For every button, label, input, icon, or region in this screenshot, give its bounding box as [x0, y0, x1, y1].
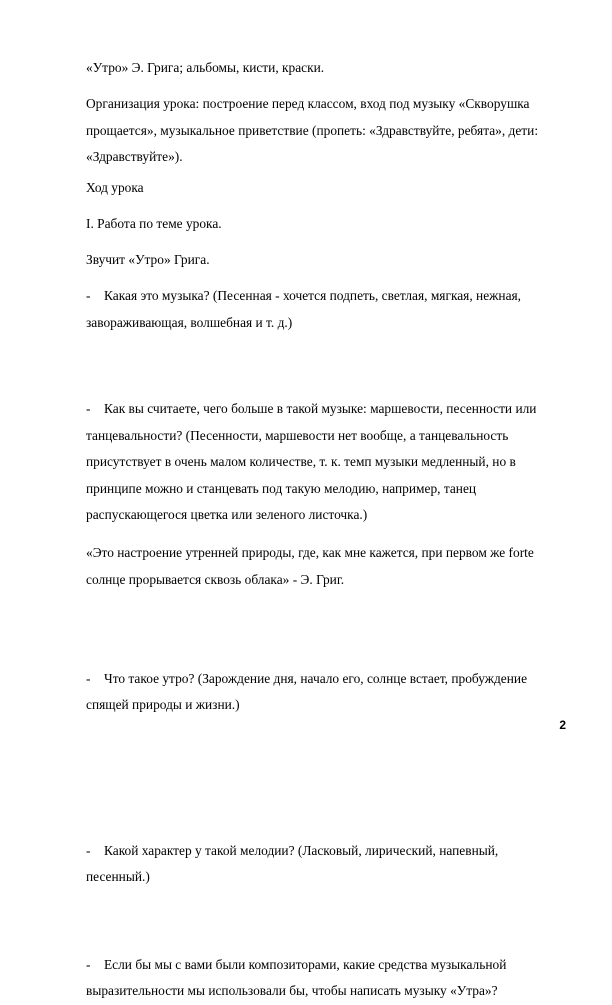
question-item-2: - Как вы считаете, чего больше в такой музыке: маршевости, песенности или танцевальности? (Песенности, маршевости нет вообще, а танцевальность присутствует в очень малом количестве, т. к. темп музыки медленный, но в принципе можно и станцевать под такую мелодию, например, танец распускающегося цветка или зеленого листочка.)	[86, 396, 556, 529]
bullet-dash: -	[86, 670, 91, 686]
heading-section-1: I. Работа по теме урока.	[86, 216, 222, 231]
paragraph-sounds: Звучит «Утро» Грига.	[86, 252, 210, 267]
question-item-5: - Если бы мы с вами были композиторами, какие средства музыкальной выразительности мы использовали бы, чтобы написать музыку «Утра»?	[86, 952, 556, 1005]
question-item-4: - Какой характер у такой мелодии? (Ласковый, лирический, напевный, песенный.)	[86, 838, 556, 891]
bullet-dash: -	[86, 288, 91, 303]
bullet-dash: -	[86, 842, 91, 858]
bullet-dash: -	[86, 956, 91, 972]
paragraph-materials: «Утро» Э. Грига; альбомы, кисти, краски.	[86, 60, 325, 75]
heading-lesson-flow: Ход урока	[86, 180, 144, 195]
bullet-dash: -	[86, 401, 91, 416]
question-item-1: - Какая это музыка? (Песенная - хочется подпеть, светлая, мягкая, нежная, завораживающая, волшебная и т. д.)	[86, 283, 556, 336]
paragraph-quote: «Это настроение утренней природы, где, как мне кажется, при первом же forte солнце прорывается сквозь облака» - Э. Григ.	[86, 545, 534, 587]
question-item-3: - Что такое утро? (Зарождение дня, начало его, солнце встает, пробуждение спящей природы и жизни.)	[86, 666, 556, 719]
page-number: 2	[559, 718, 566, 732]
paragraph-organization: Организация урока: построение перед классом, вход под музыку «Скворушка прощается», музыкальное приветствие (пропеть: «Здравствуйте, ребята», дети: «Здравствуйте»).	[86, 96, 539, 164]
